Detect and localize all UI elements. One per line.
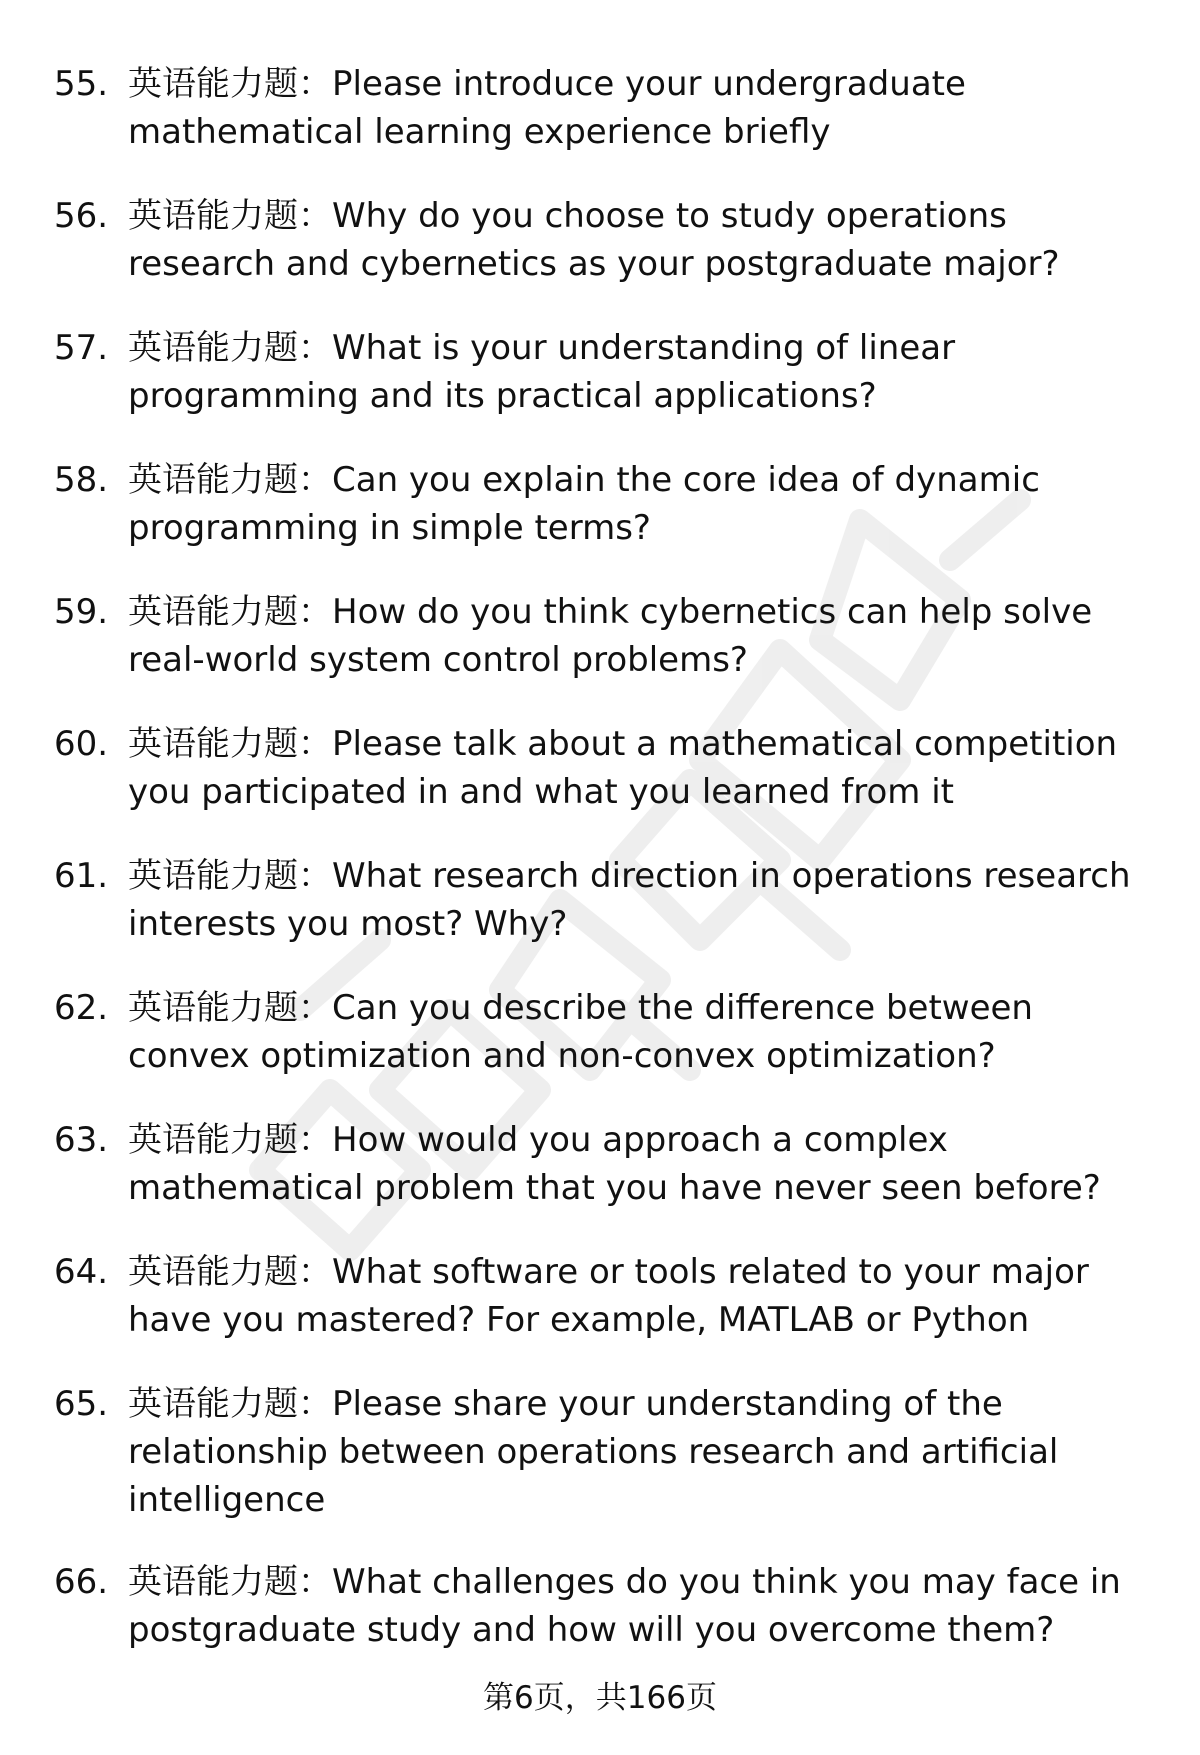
question-text: 英语能力题：Please introduce your undergraduate mathematical learning experience briefly: [128, 64, 966, 152]
question-number: 61.: [54, 856, 109, 896]
question-item: [54, 192, 1164, 288]
question-text: 英语能力题：How would you approach a complex mathematical problem that you have never seen before?: [128, 1120, 1101, 1208]
question-number: 56.: [54, 196, 109, 236]
question-text: 英语能力题：What challenges do you think you may face in postgraduate study and how will you overcome them?: [128, 1562, 1121, 1650]
question-text: 英语能力题：Can you explain the core idea of dynamic programming in simple terms?: [128, 460, 1040, 548]
question-item: [54, 1248, 1164, 1344]
page-number-label: 第6页，共166页: [483, 1680, 717, 1716]
question-item: [54, 720, 1164, 816]
question-item: [54, 1116, 1164, 1212]
question-number: 62.: [54, 988, 109, 1028]
question-item: [54, 324, 1164, 420]
question-number: 66.: [54, 1562, 109, 1602]
question-text: 英语能力题：What is your understanding of linear programming and its practical applications?: [128, 328, 956, 416]
question-number: 63.: [54, 1120, 109, 1160]
question-item: [54, 852, 1164, 948]
page-footer: [0, 1676, 1200, 1720]
question-text: 英语能力题：What software or tools related to your major have you mastered? For example, MATLAB or Python: [128, 1252, 1089, 1340]
question-text: 英语能力题：Please share your understanding of the relationship between operations research and artificial intelligence: [128, 1384, 1059, 1520]
question-text: 英语能力题：Please talk about a mathematical competition you participated in and what you learned from it: [128, 724, 1118, 812]
question-text: 英语能力题：Can you describe the difference between convex optimization and non-convex optimization?: [128, 988, 1033, 1076]
question-number: 59.: [54, 592, 109, 632]
question-item: [54, 1558, 1164, 1654]
question-item: [54, 60, 1164, 156]
question-number: 58.: [54, 460, 109, 500]
question-item: [54, 588, 1164, 684]
question-item: [54, 984, 1164, 1080]
question-number: 65.: [54, 1384, 109, 1424]
question-item: [54, 1380, 1164, 1524]
question-text: 英语能力题：Why do you choose to study operations research and cybernetics as your postgraduate major?: [128, 196, 1060, 284]
question-text: 英语能力题：What research direction in operations research interests you most? Why?: [128, 856, 1131, 944]
question-number: 60.: [54, 724, 109, 764]
question-text: 英语能力题：How do you think cybernetics can help solve real-world system control problems?: [128, 592, 1093, 680]
question-item: [54, 456, 1164, 552]
question-number: 64.: [54, 1252, 109, 1292]
question-number: 57.: [54, 328, 109, 368]
question-number: 55.: [54, 64, 109, 104]
